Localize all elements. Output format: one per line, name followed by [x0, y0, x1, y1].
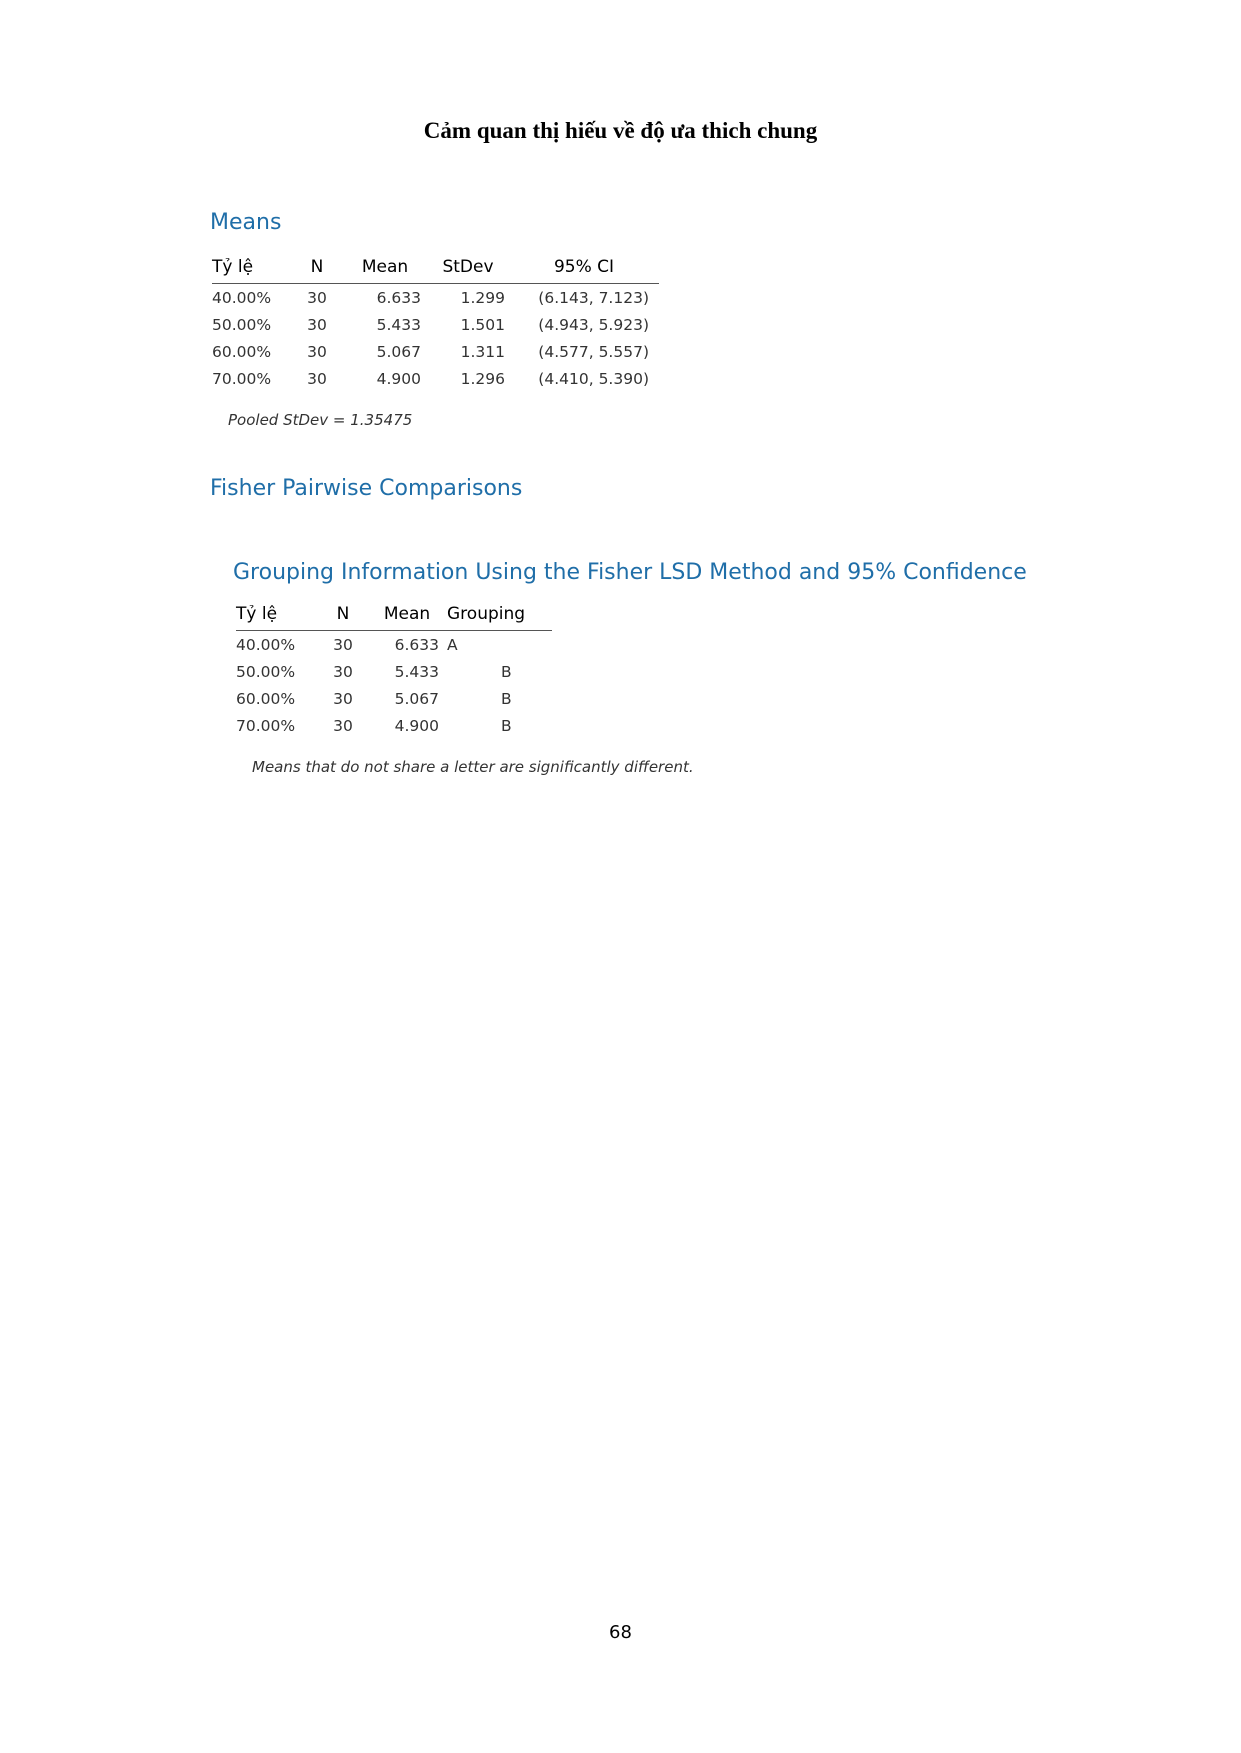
- column-header-level: Tỷ lệ: [236, 602, 321, 631]
- means-header-row: [212, 255, 659, 284]
- level-cell: 60.00%: [236, 689, 296, 708]
- table-row: [236, 658, 552, 685]
- grouping-header-row: [236, 602, 552, 631]
- page-number: 68: [609, 1622, 632, 1643]
- n-cell: 30: [307, 342, 327, 361]
- n-cell: 30: [307, 315, 327, 334]
- stdev-cell: 1.296: [460, 369, 505, 388]
- level-cell: 60.00%: [212, 342, 272, 361]
- mean-cell: 4.900: [394, 716, 439, 735]
- stdev-cell: 1.299: [460, 288, 505, 307]
- column-header-n: N: [321, 602, 365, 631]
- grouping-cell: [439, 631, 552, 659]
- grouping-cell: [439, 658, 552, 685]
- page-title: Cảm quan thị hiếu về độ ưa thich chung: [423, 118, 818, 143]
- level-cell: 40.00%: [212, 288, 272, 307]
- table-row: [212, 284, 659, 312]
- mean-cell: 4.900: [376, 369, 421, 388]
- fisher-heading: Fisher Pairwise Comparisons: [210, 476, 523, 501]
- significance-note: Means that do not share a letter are significantly different.: [252, 758, 694, 776]
- mean-cell: 6.633: [376, 288, 421, 307]
- table-row: [212, 311, 659, 338]
- ci-cell: (4.577, 5.557): [538, 342, 649, 361]
- stdev-cell: 1.311: [460, 342, 505, 361]
- n-cell: 30: [307, 369, 327, 388]
- table-row: [236, 712, 552, 739]
- column-header-grouping: Grouping: [439, 602, 552, 631]
- ci-cell: (6.143, 7.123): [538, 288, 649, 307]
- group-letter: B: [501, 662, 512, 681]
- column-header-mean: Mean: [337, 255, 421, 284]
- mean-cell: 5.433: [376, 315, 421, 334]
- group-letter: A: [447, 635, 458, 654]
- level-cell: 50.00%: [236, 662, 296, 681]
- ci-cell: (4.410, 5.390): [538, 369, 649, 388]
- grouping-table: [236, 602, 552, 739]
- grouping-cell: [439, 685, 552, 712]
- group-letter: B: [501, 689, 512, 708]
- mean-cell: 5.067: [376, 342, 421, 361]
- column-header-n: N: [297, 255, 337, 284]
- n-cell: 30: [333, 716, 353, 735]
- group-letter: B: [501, 716, 512, 735]
- means-heading: Means: [210, 210, 282, 235]
- level-cell: 50.00%: [212, 315, 272, 334]
- level-cell: 40.00%: [236, 635, 296, 654]
- grouping-cell: [439, 712, 552, 739]
- mean-cell: 5.433: [394, 662, 439, 681]
- stdev-cell: 1.501: [460, 315, 505, 334]
- pooled-stdev-note: Pooled StDev = 1.35475: [228, 411, 413, 429]
- column-header-ci: 95% CI: [505, 255, 659, 284]
- table-row: [212, 365, 659, 392]
- grouping-heading: Grouping Information Using the Fisher LSD Method and 95% Confidence: [233, 560, 1027, 585]
- column-header-stdev: StDev: [421, 255, 505, 284]
- n-cell: 30: [333, 635, 353, 654]
- column-header-level: Tỷ lệ: [212, 255, 297, 284]
- table-row: [212, 338, 659, 365]
- mean-cell: 6.633: [394, 635, 439, 654]
- table-row: [236, 685, 552, 712]
- column-header-mean: Mean: [365, 602, 439, 631]
- n-cell: 30: [333, 689, 353, 708]
- n-cell: 30: [307, 288, 327, 307]
- mean-cell: 5.067: [394, 689, 439, 708]
- level-cell: 70.00%: [212, 369, 272, 388]
- level-cell: 70.00%: [236, 716, 296, 735]
- ci-cell: (4.943, 5.923): [538, 315, 649, 334]
- means-table: [212, 255, 659, 392]
- n-cell: 30: [333, 662, 353, 681]
- table-row: [236, 631, 552, 659]
